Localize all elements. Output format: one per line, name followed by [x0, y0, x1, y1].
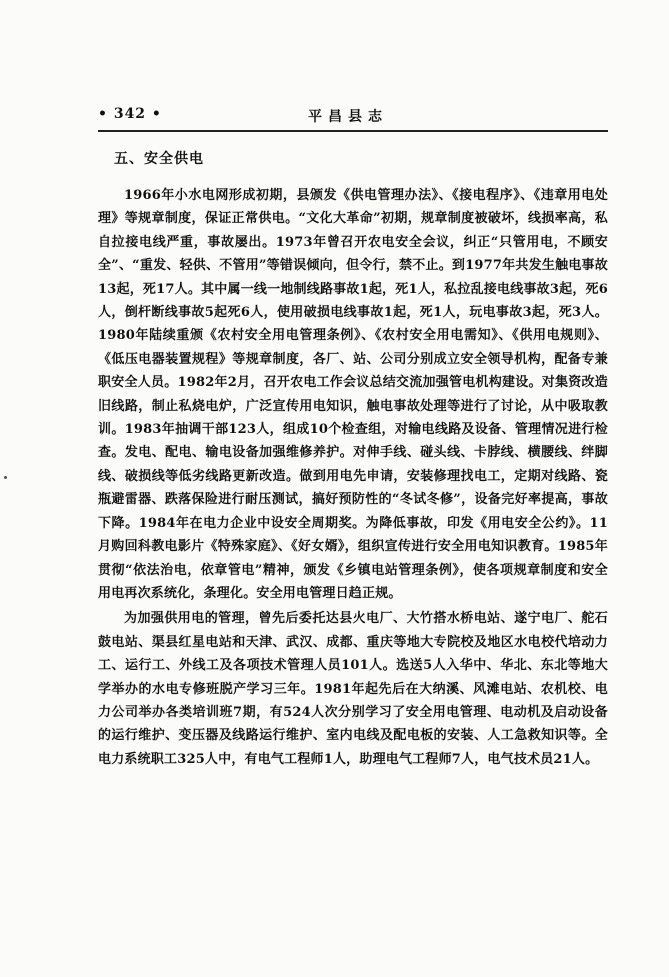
running-title: 平昌县志 — [308, 109, 388, 125]
page-body — [98, 148, 608, 771]
paragraph-staff-training: 为加强供用电的管理，曾先后委托达县火电厂、大竹搭水桥电站、遂宁电厂、舵石鼓电站、渠县红星电站和天津、武汉、成都、重庆等地大专院校及地区水电校代培动力工、运行工、外线工及各项技术管理人员101人。选送5人入华中、华北、东北等地大学举办的水电专修班脱产学习三年。1981年起先后在大纳溪、风滩电站、农机校、电力公司举办各类培训班7期，有524人次分别学习了安全用电管理、电动机及启动设备的运行维护、变压器及线路运行维护、室内电线及配电板的安装、人工急救知识等。全电力系统职工325人中，有电气工程师1人，助理电气工程师7人，电气技术员21人。 — [98, 611, 608, 767]
section-heading: 五、安全供电 — [114, 151, 204, 167]
scan-speck — [4, 476, 7, 479]
page-number: • 342 • — [98, 106, 162, 122]
paragraph-safety-regulations: 1966年小水电网形成初期，县颁发《供电管理办法》、《接电程序》、《违章用电处理》等规章制度，保证正常供电。“文化大革命”初期，规章制度被破坏，线损率高，私自拉接电线严重，事故屡出。1973年曾召开农电安全会议，纠正“只管用电，不顾安全”、“重发、轻供、不管用”等错误倾向，但令行，禁不止。到1977年共发生触电事故13起，死17人。其中属一线一地制线路事故1起，死1人，私拉乱接电线事故3起，死6人，倒杆断线事故5起死6人，使用破损电线事故1起，死1人，玩电事故3起，死3人。1980年陆续重颁《农村安全用电管理条例》、《农村安全用电需知》、《供用电规则》、《低压电器装置规程》等规章制度，各厂、站、公司分别成立安全领导机构，配备专兼职安全人员。1982年2月，召开农电工作会议总结交流加强管电机构建设。对集资改造旧线路，制止私烧电炉，广泛宣传用电知识，触电事故处理等进行了讨论，从中吸取教训。1983年抽调干部123人，组成10个检查组，对输电线路及设备、管理情况进行检查。发电、配电、输电设备加强维修养护。对伸手线、碰头线、卡脖线、横腰线、绊脚线、破损线等低劣线路更新改造。做到用电先申请，安装修理找电工，定期对线路、瓷瓶避雷器、跌落保险进行耐压测试，搞好预防性的“冬试冬修”，设备完好率提高，事故下降。1984年在电力企业中设安全周期奖。为降低事故，印发《用电安全公约》。11月购回科教电影片《特殊家庭》、《好女婿》，组织宣传进行安全用电知识教育。1985年贯彻“依法治电，依章管电”精神，颁发《乡镇电站管理条例》，使各项规章制度和安全用电再次系统化，条理化。安全用电管理日趋正规。 — [98, 188, 608, 601]
page-header — [98, 106, 608, 130]
header-divider — [98, 130, 608, 132]
